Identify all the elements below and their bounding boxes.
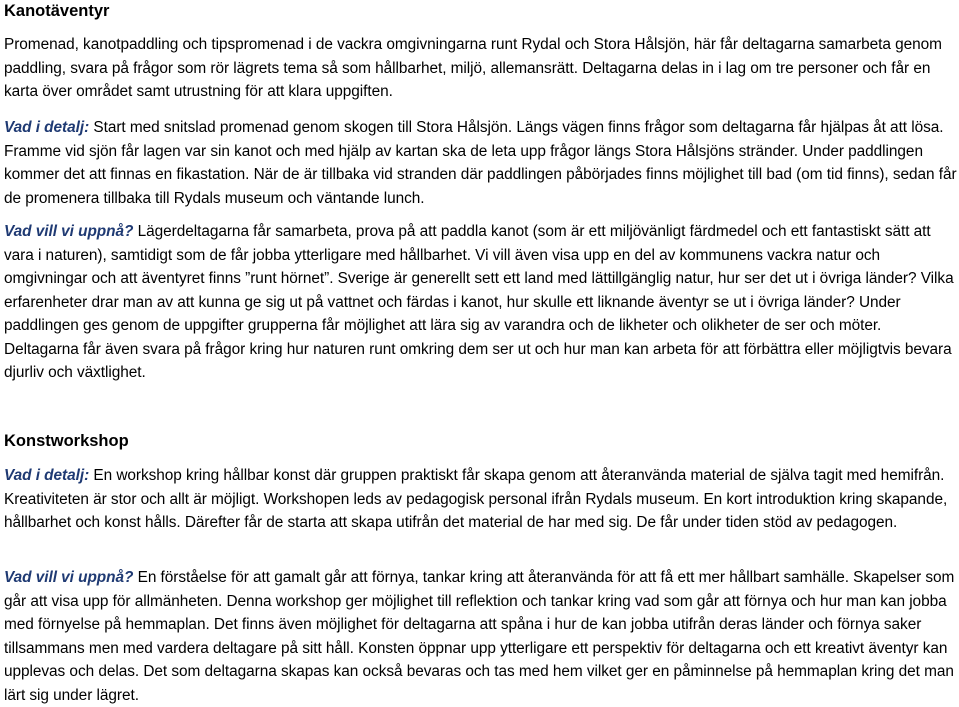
detail-label: Vad i detalj: — [4, 467, 90, 484]
goal-paragraph — [4, 566, 957, 707]
section-title-kanotaventyr: Kanotäventyr — [4, 2, 110, 20]
detail-paragraph — [4, 116, 957, 210]
goal-text: En förståelse för att gamalt går att förnya, tankar kring att återanvända för att få ett mer hållbart samhälle. Skapelser som går att visa upp för allmänheten. Denna workshop ger möjlighet till reflektion och tankar kring vad som går att förnya och hur man kan jobba med förnyelse på hemmaplan. Det finns även möjlighet för deltagarna att spåna i hur de kan jobba utifrån deras länder och förnya saker tillsammans men med vardera deltagare på sitt håll. Konsten öppnar upp ytterligare ett perspektiv för deltagarna och ett kreativt äventyr kan upplevas och delas. Det som deltagarna skapas kan också bevaras och tas med hem vilket ger en påminnelse på hemmaplan kring det man lärt sig under lägret. — [4, 569, 955, 704]
goal-label: Vad vill vi uppnå? — [4, 223, 134, 240]
goal-text: Lägerdeltagarna får samarbeta, prova på att paddla kanot (som är ett miljövänligt färdmedel och ett fantastiskt sätt att vara i naturen), samtidigt som de får jobba ytterligare med hållbarhet. Vi vill även visa upp en del av kommunens vackra natur och omgivningar och att äventyret finns ”runt hörnet”. Sverige är generellt sett ett land med lättillgänglig natur, hur ser det ut i övriga länder? Vilka erfarenheter drar man av att kunna ge sig ut på vattnet och färdas i kanot, hur skulle ett liknande äventyr se ut i övriga länder? Under paddlingen ges genom de uppgifter grupperna får möjlighet att lära sig av varandra och de likheter och olikheter de ser och möter. Deltagarna får även svara på frågor kring hur naturen runt omkring dem ser ut och hur man kan arbeta för att förbättra eller möjligtvis bevara djurliv och växtlighet. — [4, 223, 954, 381]
goal-label: Vad vill vi uppnå? — [4, 569, 134, 586]
detail-text: En workshop kring hållbar konst där gruppen praktiskt får skapa genom att återanvända material de själva tagit med hemifrån. Kreativiteten är stor och allt är möjligt. Workshopen leds av pedagogisk personal ifrån Rydals museum. En kort introduktion kring skapande, hållbarhet och konst hålls. Därefter får de starta att skapa utifrån det material de har med sig. De får under tiden stöd av pedagogen. — [4, 467, 948, 531]
detail-paragraph — [4, 464, 957, 535]
detail-label: Vad i detalj: — [4, 119, 90, 136]
section-intro: Promenad, kanotpaddling och tipspromenad i de vackra omgivningarna runt Rydal och Stora Hålsjön, här får deltagarna samarbeta genom paddling, svara på frågor som rör lägrets tema så som hållbarhet, miljö, allemansrätt. Deltagarna delas in i lag om tre personer och får en karta över området samt utrustning för att klara uppgiften. — [4, 36, 942, 100]
goal-paragraph — [4, 220, 957, 385]
detail-text: Start med snitslad promenad genom skogen till Stora Hålsjön. Längs vägen finns frågor som deltagarna får hjälpas åt att lösa. Framme vid sjön får lagen var sin kanot och med hjälp av kartan ska de leta upp frågor längs Stora Hålsjöns stränder. Under paddlingen kommer det att finnas en fikastation. När de är tillbaka vid stranden där paddlingen påbörjades finns möjlighet till bad (om tid finns), sedan får de promenera tillbaka till Rydals museum och väntande lunch. — [4, 119, 957, 207]
section-title-konstworkshop: Konstworkshop — [4, 432, 129, 450]
